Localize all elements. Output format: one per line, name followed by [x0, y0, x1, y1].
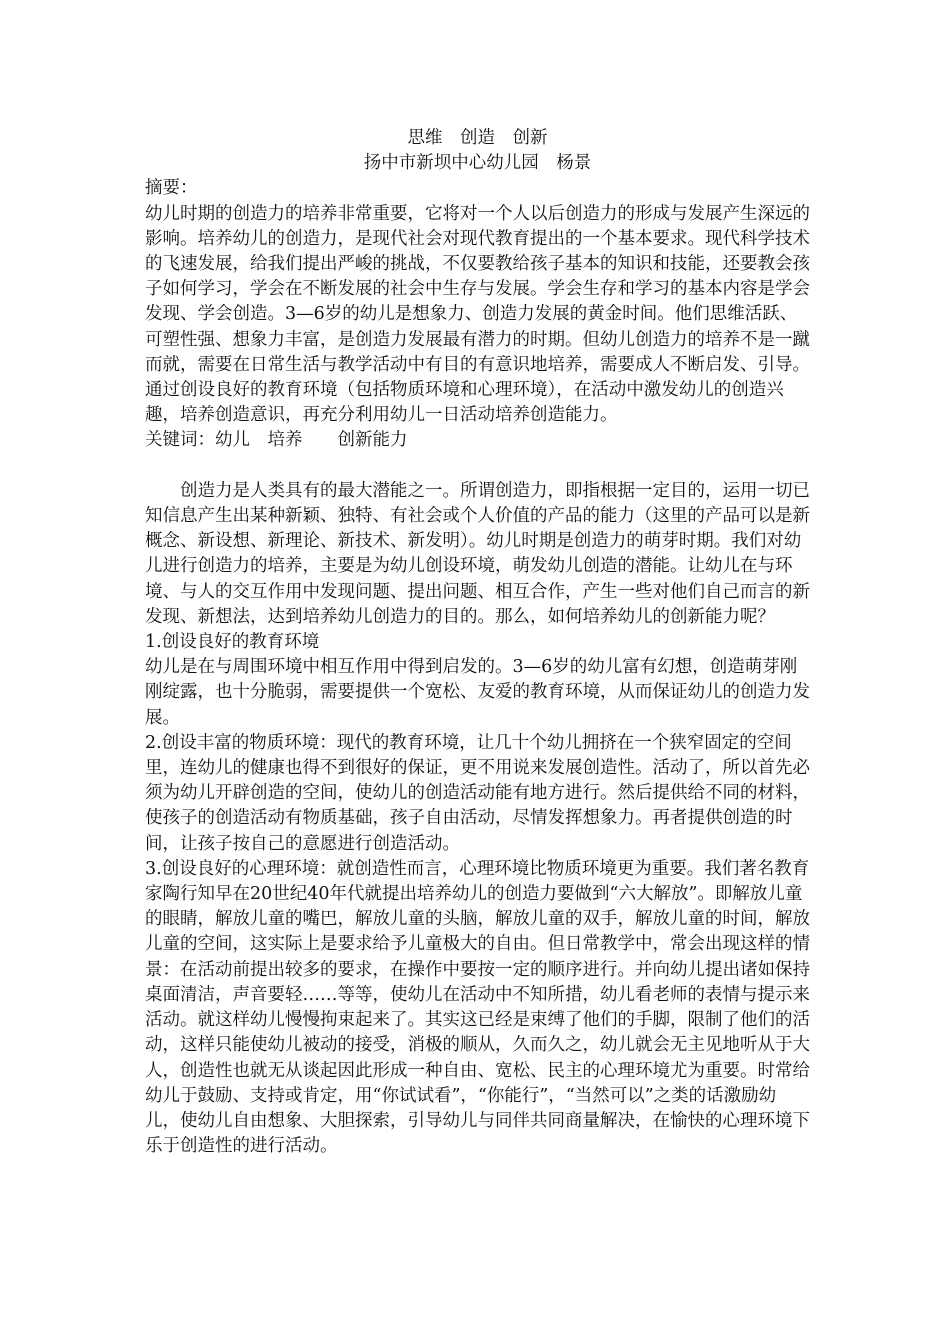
document-page	[145, 126, 810, 1159]
section-2-paragraph: 2.创设丰富的物质环境：现代的教育环境，让几十个幼儿拥挤在一个狭窄固定的空间里，连幼儿的健康也得不到很好的保证，更不用说来发展创造性。活动了，所以首先必须为幼儿开辟创造的空间，使幼儿的创造活动能有地方进行。然后提供给不同的材料，使孩子的创造活动有物质基础，孩子自由活动，尽情发挥想象力。再者提供创造的时间，让孩子按自己的意愿进行创造活动。	[145, 732, 810, 854]
keywords-line: 关键词：幼儿 培养 创新能力	[145, 430, 408, 451]
document-title: 思维 创造 创新	[407, 128, 548, 148]
abstract-label: 摘要：	[145, 178, 198, 199]
author-line: 扬中市新坝中心幼儿园 杨景	[363, 153, 592, 174]
blank-line	[145, 454, 810, 479]
section-1-heading: 1.创设良好的教育环境	[145, 632, 320, 653]
abstract-paragraph: 幼儿时期的创造力的培养非常重要，它将对一个人以后创造力的形成与发展产生深远的影响。培养幼儿的创造力，是现代社会对现代教育提出的一个基本要求。现代科学技术的飞速发展，给我们提出严峻的挑战，不仅要教给孩子基本的知识和技能，还要教会孩子如何学习，学会在不断发展的社会中生存与发展。学会生存和学习的基本内容是学会发现、学会创造。3—6岁的幼儿是想象力、创造力发展的黄金时间。他们思维活跃、可塑性强、想象力丰富，是创造力发展最有潜力的时期。但幼儿创造力的培养不是一蹴而就，需要在日常生活与教学活动中有目的有意识地培养，需要成人不断启发、引导。通过创设良好的教育环境（包括物质环境和心理环境），在活动中激发幼儿的创造兴趣，培养创造意识，再充分利用幼儿一日活动培养创造能力。	[145, 203, 810, 426]
section-3-paragraph: 3.创设良好的心理环境：就创造性而言，心理环境比物质环境更为重要。我们著名教育家陶行知早在20世纪40年代就提出培养幼儿的创造力要做到“六大解放”。即解放儿童的眼睛，解放儿童的嘴巴，解放儿童的头脑，解放儿童的双手，解放儿童的时间，解放儿童的空间，这实际上是要求给予儿童极大的自由。但日常教学中，常会出现这样的情景：在活动前提出较多的要求，在操作中要按一定的顺序进行。并向幼儿提出诸如保持桌面清洁，声音要轻……等等，使幼儿在活动中不知所措，幼儿看老师的表情与提示来活动。就这样幼儿慢慢拘束起来了。其实这已经是束缚了他们的手脚，限制了他们的活动，这样只能使幼儿被动的接受，消极的顺从，久而久之，幼儿就会无主见地听从于大人，创造性也就无从谈起因此形成一种自由、宽松、民主的心理环境尤为重要。时常给幼儿于鼓励、支持或肯定，用“你试试看”，“你能行”，“当然可以”之类的话激励幼儿，使幼儿自由想象、大胆探索，引导幼儿与同伴共同商量解决，在愉快的心理环境下乐于创造性的进行活动。	[145, 858, 810, 1157]
section-1-paragraph: 幼儿是在与周围环境中相互作用中得到启发的。3—6岁的幼儿富有幻想，创造萌芽刚刚绽露，也十分脆弱，需要提供一个宽松、友爱的教育环境，从而保证幼儿的创造力发展。	[145, 657, 810, 728]
intro-paragraph: 创造力是人类具有的最大潜能之一。所谓创造力，即指根据一定目的，运用一切已知信息产生出某种新颖、独特、有社会或个人价值的产品的能力（这里的产品可以是新概念、新设想、新理论、新技术、新发明）。幼儿时期是创造力的萌芽时期。我们对幼儿进行创造力的培养，主要是为幼儿创设环境，萌发幼儿创造的潜能。让幼儿在与环境、与人的交互作用中发现问题、提出问题、相互合作，产生一些对他们自己而言的新发现、新想法，达到培养幼儿创造力的目的。那么，如何培养幼儿的创新能力呢？	[145, 480, 810, 627]
